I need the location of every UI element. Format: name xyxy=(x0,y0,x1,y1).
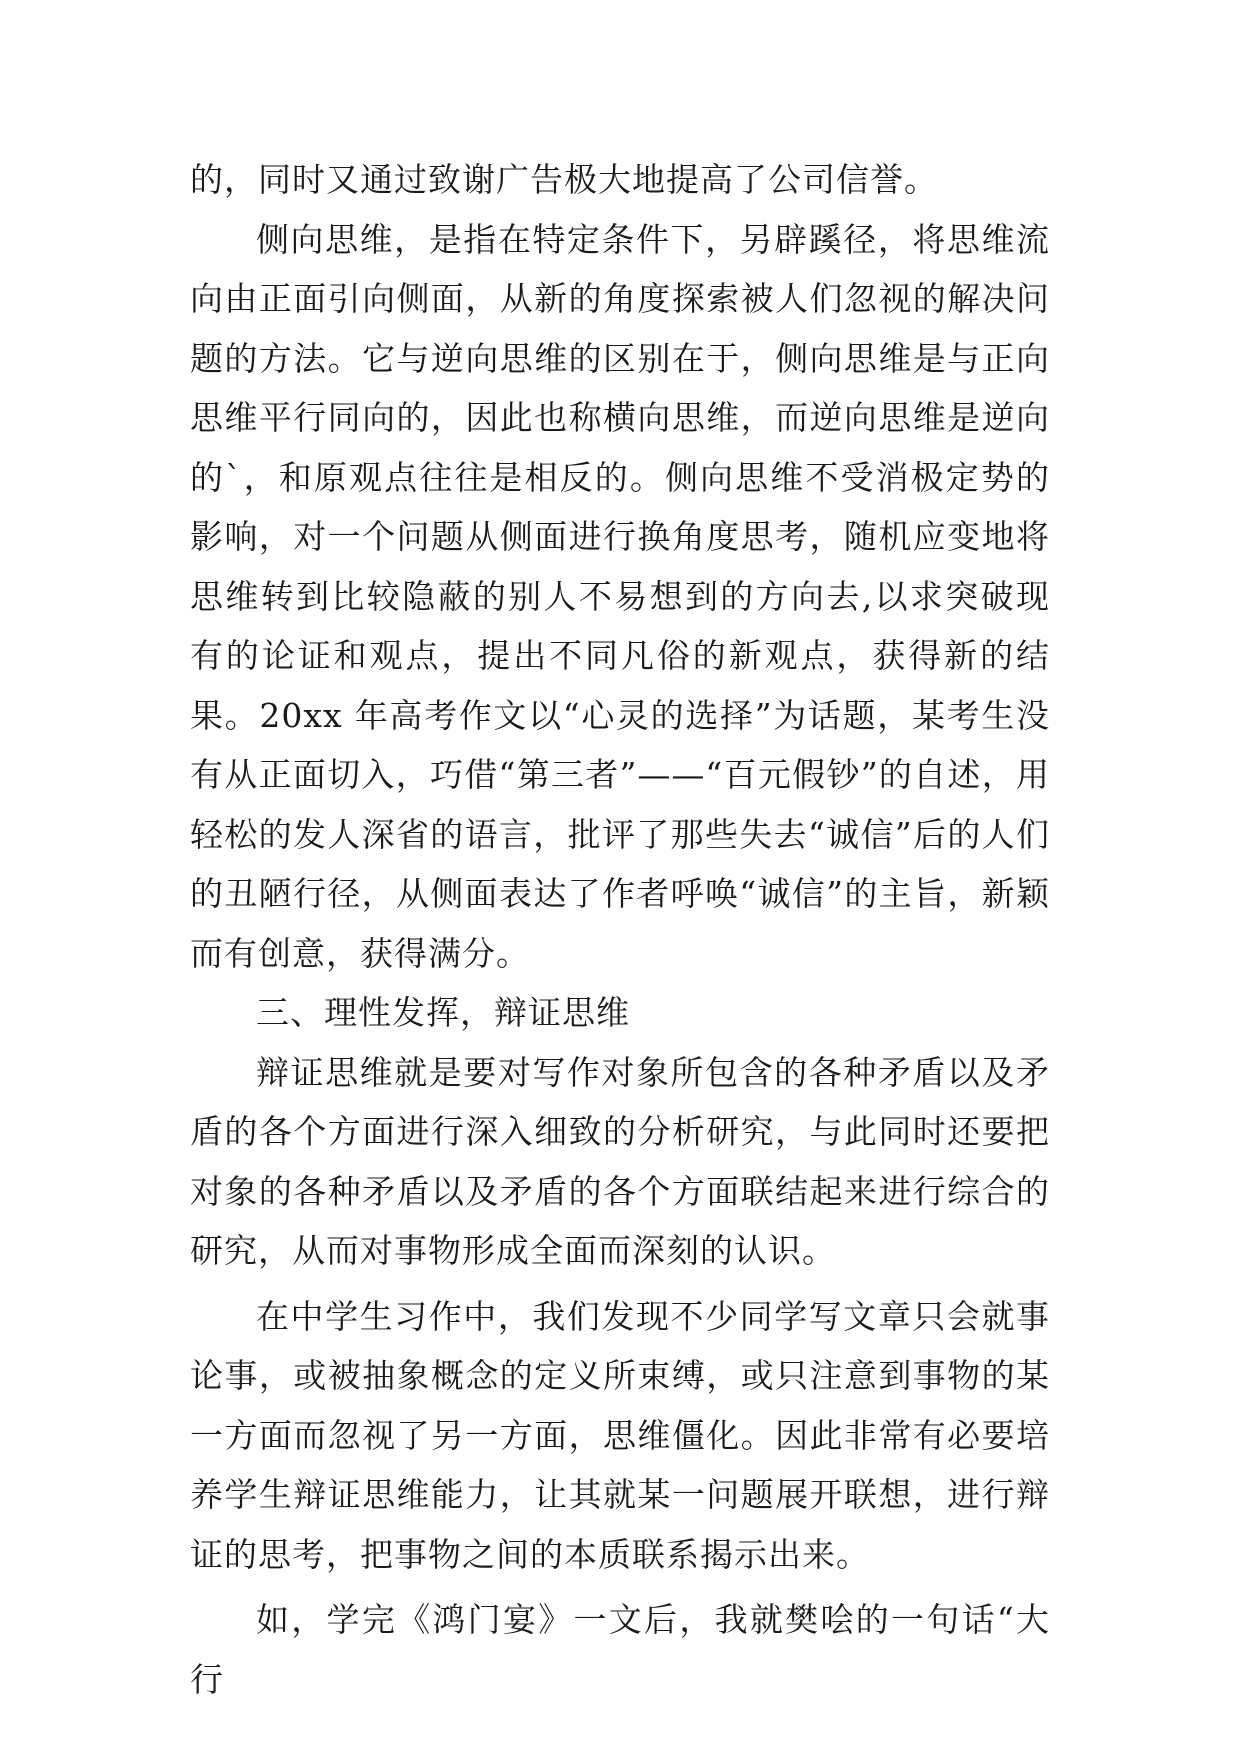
paragraph-example: 如，学完《鸿门宴》一文后，我就樊哙的一句话“大行 xyxy=(190,1600,1050,1699)
paragraph-dialectical-thinking: 辩证思维就是要对写作对象所包含的各种矛盾以及矛盾的各个方面进行深入细致的分析研究，与此同时还要把对象的各种矛盾以及矛盾的各个方面联结起来进行综合的研究，从而对事物形成全面而深刻的认识。 xyxy=(190,1052,1050,1270)
paragraph-continuation: 的，同时又通过致谢广告极大地提高了公司信誉。 xyxy=(190,160,938,199)
paragraph-lateral-thinking: 侧向思维，是指在特定条件下，另辟蹊径，将思维流向由正面引向侧面，从新的角度探索被人们忽视的解决问题的方法。它与逆向思维的区别在于，侧向思维是与正向思维平行同向的，因此也称横向思维，而逆向思维是逆向的`，和原观点往往是相反的。侧向思维不受消极定势的影响，对一个问题从侧面进行换角度思考，随机应变地将思维转到比较隐蔽的别人不易想到的方向去,以求突破现有的论证和观点，提出不同凡俗的新观点，获得新的结果。20xx 年高考作文以“心灵的选择”为话题，某考生没有从正面切入，巧借“第三者”——“百元假钞”的自述，用轻松的发人深省的语言，批评了那些失去“诚信”后的人们的丑陋行径，从侧面表达了作者呼唤“诚信”的主旨，新颖而有创意，获得满分。 xyxy=(190,219,1050,973)
section-heading: 三、理性发挥，辩证思维 xyxy=(256,993,630,1032)
document-body xyxy=(190,150,1050,1709)
paragraph-student-writing: 在中学生习作中，我们发现不少同学写文章只会就事论事，或被抽象概念的定义所束缚，或只注意到事物的某一方面而忽视了另一方面，思维僵化。因此非常有必要培养学生辩证思维能力，让其就某一问题展开联想，进行辩证的思考，把事物之间的本质联系揭示出来。 xyxy=(190,1296,1050,1574)
